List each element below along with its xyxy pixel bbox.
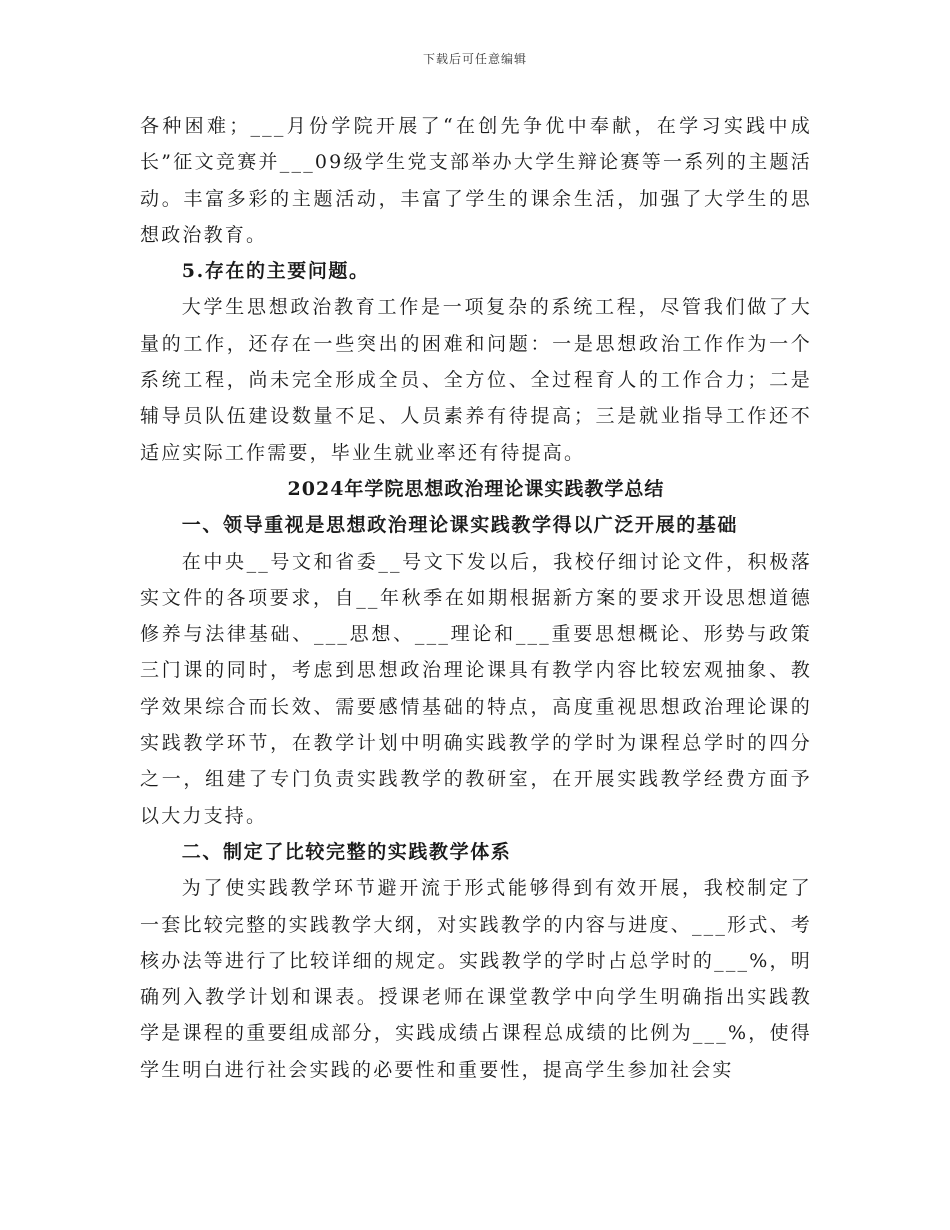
section-heading-problems: 5.存在的主要问题。 bbox=[181, 260, 370, 283]
section-heading-2: 二、制定了比较完整的实践教学体系 bbox=[181, 840, 512, 863]
paragraph-continuation: 各种困难；___月份学院开展了“在创先争优中奉献，在学习实践中成长”征文竞赛并___09级学生党支部举办大学生辩论赛等一系列的主题活动。丰富多彩的主题活动，丰富了学生的课余生活，加强了大学生的思想政治教育。 bbox=[140, 115, 812, 246]
section-heading-1: 一、领导重视是思想政治理论课实践教学得以广泛开展的基础 bbox=[181, 514, 738, 537]
document-title: 2024年学院思想政治理论课实践教学总结 bbox=[287, 477, 665, 500]
document-body bbox=[140, 108, 812, 1088]
paragraph-section-1: 在中央__号文和省委__号文下发以后，我校仔细讨论文件，积极落实文件的各项要求，自__年秋季在如期根据新方案的要求开设思想道德修养与法律基础、___思想、___理论和___重要思想概论、形势与政策三门课的同时，考虑到思想政治理论课具有教学内容比较宏观抽象、教学效果综合而长效、需要感情基础的特点，高度重视思想政治理论课的实践教学环节，在教学计划中明确实践教学的学时为课程总学时的四分之一，组建了专门负责实践教学的教研室，在开展实践教学经费方面予以大力支持。 bbox=[140, 550, 812, 827]
header-note: 下载后可任意编辑 bbox=[422, 52, 527, 66]
paragraph-problems: 大学生思想政治教育工作是一项复杂的系统工程，尽管我们做了大量的工作，还存在一些突出的困难和问题：一是思想政治工作作为一个系统工程，尚未完全形成全员、全方位、全过程育人的工作合力；二是辅导员队伍建设数量不足、人员素养有待提高；三是就业指导工作还不适应实际工作需要，毕业生就业率还有待提高。 bbox=[140, 296, 812, 464]
paragraph-section-2: 为了使实践教学环节避开流于形式能够得到有效开展，我校制定了一套比较完整的实践教学大纲，对实践教学的内容与进度、___形式、考核办法等进行了比较详细的规定。实践教学的学时占总学时的___%，明确列入教学计划和课表。授课老师在课堂教学中向学生明确指出实践教学是课程的重要组成部分，实践成绩占课程总成绩的比例为___%，使得学生明白进行社会实践的必要性和重要性，提高学生参加社会实 bbox=[140, 877, 812, 1081]
